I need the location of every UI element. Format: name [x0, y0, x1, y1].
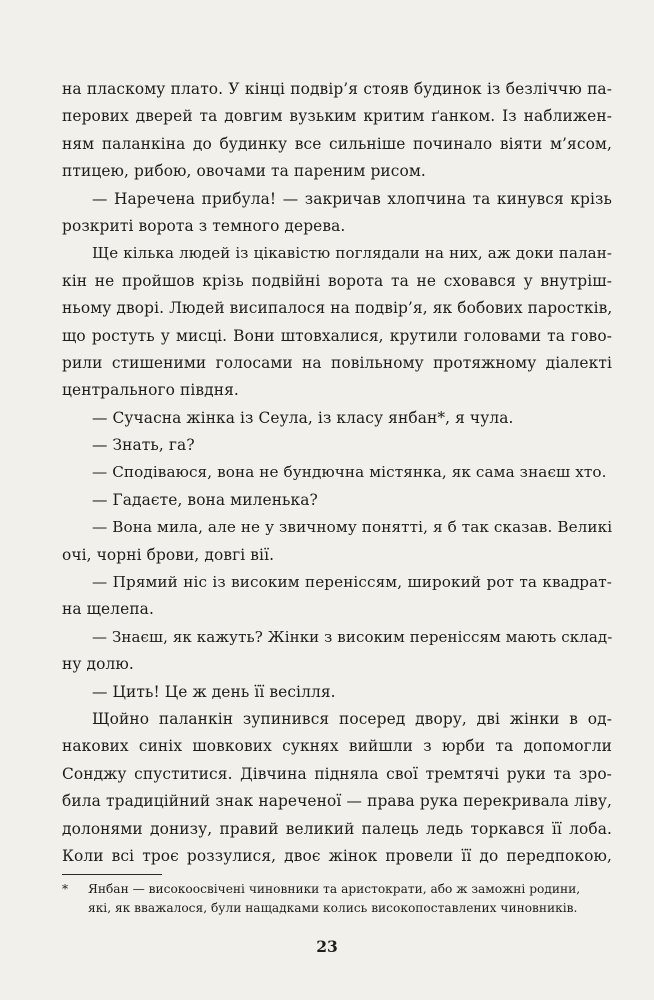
text-line: ням паланкіна до будинку все сильніше починало віяти м’ясом, [62, 134, 612, 153]
text-line: перових дверей та довгим вузьким критим ґанком. Із наближен- [62, 107, 612, 126]
text-line: на пласкому плато. У кінці подвір’я стояв будинок із безліччю па- [62, 80, 612, 98]
text-line: ну долю. [62, 655, 134, 674]
text-line: очі, чорні брови, довгі вії. [62, 545, 275, 564]
text-line: била традиційний знак нареченої — права рука перекривала ліву, [62, 792, 612, 811]
text-line: що ростуть у мисці. Вони штовхалися, крутили головами та гово- [62, 326, 612, 345]
text-line: рили стишеними голосами на повільному протяжному діалекті [62, 353, 612, 372]
text-line: ньому дворі. Людей висипалося на подвір’я, як бобових паростків, [62, 299, 613, 318]
footnote-text: Янбан — високоосвічені чиновники та аристократи, або ж заможні родини, [88, 882, 581, 896]
text-line: кін не пройшов крізь подвійні ворота та не сховався у внутріш- [62, 271, 612, 290]
footnote-divider [62, 874, 162, 875]
dialogue-line: — Прямий ніс із високим переніссям, широкий рот та квадрат- [92, 573, 612, 592]
text-line: центрального півдня. [62, 381, 239, 400]
footnote-line: які, як вважалося, були нащадками колись високопоставлених чиновників. [88, 901, 578, 915]
text-line: розкриті ворота з темного дерева. [62, 216, 346, 235]
text-line: Сонджу спуститися. Дівчина підняла свої тремтячі руки та зро- [62, 764, 612, 783]
dialogue-line: — Наречена прибула! — закричав хлопчина та кинувся крізь [92, 189, 612, 208]
footnote-line [62, 880, 614, 899]
dialogue-line: — Цить! Це ж день її весілля. [92, 682, 336, 701]
dialogue-line: — Гадаєте, вона миленька? [92, 490, 318, 509]
text-line: Коли всі троє роззулися, двоє жінок провели її до передпокою, [62, 846, 612, 865]
text-line: Ще кілька людей із цікавістю поглядали на них, аж доки палан- [92, 244, 612, 263]
dialogue-line: — Сучасна жінка із Сеула, із класу янбан*, я чула. [92, 408, 514, 427]
dialogue-line: — Сподіваюся, вона не бундючна містянка, як сама знаєш хто. [92, 463, 607, 482]
dialogue-line: — Знать, га? [92, 436, 195, 455]
footnote-mark: * [62, 882, 69, 896]
footnote [62, 880, 614, 918]
text-line: Щойно паланкін зупинився посеред двору, дві жінки в од- [92, 709, 612, 728]
text-line: птицею, рибою, овочами та пареним рисом. [62, 162, 426, 181]
page-number: 23 [316, 937, 338, 956]
text-line: на щелепа. [62, 600, 154, 619]
dialogue-line: — Вона мила, але не у звичному понятті, я б так сказав. Великі [92, 518, 613, 537]
dialogue-line: — Знаєш, як кажуть? Жінки з високим переніссям мають склад- [92, 627, 613, 646]
text-line: накових синіх шовкових сукнях вийшли з юрби та допомогли [62, 737, 612, 756]
text-line: долонями донизу, правий великий палець ледь торкався її лоба. [62, 819, 612, 838]
main-text [62, 76, 612, 870]
